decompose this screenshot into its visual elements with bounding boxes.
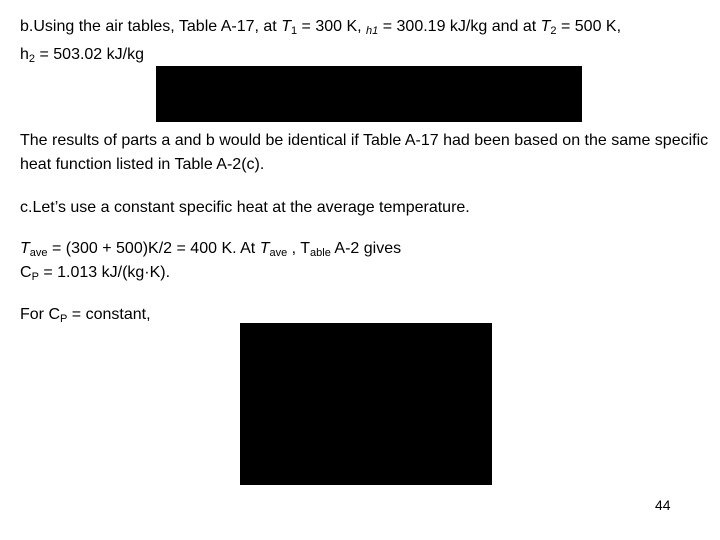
t2-value: = 500 K, [556,18,622,35]
cp-value: = 1.013 kJ/(kg·K). [38,264,171,281]
equation-image-2 [240,323,492,485]
table-subscript: able [310,247,331,259]
part-b-paragraph [20,15,710,67]
t1-subscript: 1 [290,25,298,37]
tave-symbol-2: T [259,240,270,257]
table-prefix: , T [287,240,311,257]
t2-symbol: T [540,18,551,35]
h2-symbol: h [20,46,29,63]
t2-subscript: 2 [550,25,557,37]
h1-value: = 300.19 kJ/kg and at [378,18,541,35]
part-b-intro: b.Using the air tables, Table A-17, at [20,18,282,35]
tave-subscript: ave [29,247,48,259]
cp-constant-suffix: = constant, [67,306,151,323]
tave-symbol: T [20,240,30,257]
results-paragraph: The results of parts a and b would be identical if Table A-17 had been based on the same specific heat function listed in Table A-2(c). [20,132,709,173]
tave-equation: = (300 + 500)K/2 = 400 K. At [47,240,260,257]
table-a2-gives: A-2 gives [330,240,402,257]
h2-value: = 503.02 kJ/kg [35,46,144,63]
h2-subscript: 2 [28,53,36,65]
t1-value: = 300 K, [297,18,367,35]
page-number: 44 [655,497,671,513]
h1-symbol: h1 [366,25,379,37]
t1-symbol: T [281,18,291,35]
equation-image-1 [156,66,582,122]
cp-constant-subscript: P [60,313,68,325]
cp-subscript: P [31,271,39,283]
tave-paragraph [20,237,710,285]
tave-subscript-2: ave [269,247,288,259]
part-c-paragraph: c.Let’s use a constant specific heat at the average temperature. [20,199,470,216]
cp-symbol: C [20,264,32,281]
cp-constant-prefix: For C [20,306,60,323]
